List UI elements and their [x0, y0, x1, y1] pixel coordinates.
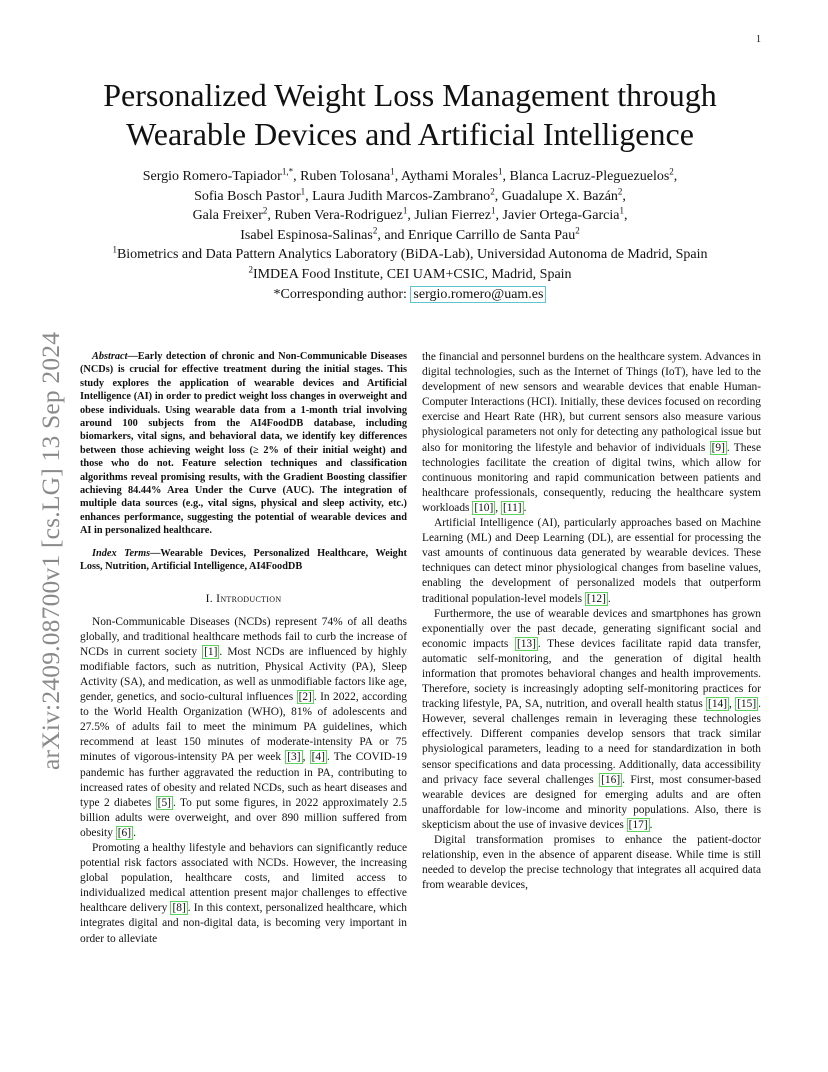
text-run: Non-Communicable Diseases (NCDs) represent 74% of all deaths globally, and traditional healthcare methods fail to curb the increase of NCDs in current society — [80, 615, 407, 658]
author-sup: 2 — [669, 166, 674, 177]
citation-link[interactable]: [6] — [117, 826, 132, 839]
paragraph — [422, 833, 761, 893]
text-run: , — [302, 751, 310, 764]
author-sup: 2 — [262, 205, 268, 216]
citation-link[interactable]: [17] — [628, 818, 648, 831]
author-name: , Julian Fierrez — [407, 208, 491, 224]
author-line-4 — [60, 226, 760, 246]
text-run: . Most NCDs are influenced by highly modifiable factors, such as nutrition, Physical Activity (PA), Sleep Activity (SA), and medication, as well as unmodifiable factors like age, gender, genetics, and socio-cultural influences — [80, 645, 407, 704]
paragraph — [80, 841, 407, 947]
text-run: Digital transformation promises to enhance the patient-doctor relationship, even in the absence of apparent disease. While time is still needed to develop the precise technology that integrates all acquired data from wearable devices, — [422, 834, 761, 892]
author-sup: 2 — [372, 225, 378, 236]
text-run: . In 2022, according to the World Health Organization (WHO), 81% of adolescents and 27.5% of adults fail to meet the minimum PA guidelines, which recommend at least 150 minutes of moderate-intensity PA or 75 minutes of vigorous-intensity PA per week — [80, 691, 408, 764]
affiliation-sup: 2 — [248, 264, 253, 275]
text-run: . The COVID-19 pandemic has further aggravated the reduction in PA, contributing to increased rates of obesity and related NCDs, such as heart diseases and type 2 diabetes — [80, 751, 407, 809]
author-sup: 1 — [390, 166, 395, 177]
arxiv-id: arXiv:2409.08700v1 [cs.LG] 13 Sep 2024 — [36, 331, 65, 770]
text-run: , — [495, 501, 501, 514]
citation-link[interactable]: [14] — [708, 698, 728, 711]
affiliation-1 — [60, 245, 760, 265]
right-column — [422, 350, 761, 893]
citation-link[interactable]: [4] — [311, 751, 325, 764]
abstract — [80, 350, 407, 538]
title-line-1: Personalized Weight Loss Management through — [103, 77, 717, 113]
text-run: . — [607, 592, 611, 605]
index-terms — [80, 547, 407, 574]
text-run: Promoting a healthy lifestyle and behaviors can significantly reduce potential risk factors associated with NCDs. However, the increasing global population, healthcare costs, and limited access to individualized medical attention present major challenges to effective healthcare delivery — [80, 842, 407, 915]
paragraph — [422, 607, 761, 833]
author-sup: 1,* — [281, 166, 294, 177]
author-block — [60, 167, 760, 304]
author-sup: 1 — [402, 205, 408, 216]
citation-link[interactable]: [15] — [737, 698, 757, 711]
page-number: 1 — [756, 34, 761, 45]
section-title: Introduction — [216, 591, 282, 605]
abstract-label: Abstract — [92, 351, 128, 362]
text-run: . To put some figures, in 2022 approximately 2.5 billion adults were overweight, and over 890 million suffered from obesity — [80, 796, 407, 839]
affiliation-2 — [60, 265, 760, 285]
author-name: , and Enrique Carrillo de Santa Pau — [377, 227, 576, 243]
text-run: , — [729, 698, 736, 711]
corresponding-label: *Corresponding author: — [273, 286, 411, 302]
author-name: Gala Freixer — [192, 208, 263, 224]
author-name: Isabel Espinosa-Salinas — [240, 227, 373, 243]
author-sup: 2 — [490, 185, 495, 196]
author-name: , Laura Judith Marcos-Zambrano — [305, 188, 491, 204]
paragraph — [80, 615, 407, 841]
author-name: , Blanca Lacruz-Pleguezuelos — [502, 169, 670, 184]
abstract-text: —Early detection of chronic and Non-Communicable Diseases (NCDs) is crucial for effective treatment during the initial stages. This study explores the application of wearable devices and Artificial Intelligence (AI) in order to predict weight loss changes in overweight and obese individuals. Using wearable data from a 1-month trial involving around 100 subjects from the AI4FoodDB database, including biomarkers, vital signs, and behavioral data, we identify key differences between those achieving weight loss (≥ 2% of their initial weight) and those who do not. Feature selection techniques and classification algorithms reveal promising results, with the Gradient Boosting classifier achieving 84.44% Area Under the Curve (AUC). The integration of multiple data sources (e.g., vital signs, physical and sleep activity, etc.) enhances performance, suggesting the potential of wearable devices and AI in personalized healthcare. — [80, 351, 407, 537]
citation-link[interactable]: [3] — [287, 751, 301, 764]
section-heading-introduction — [80, 591, 407, 606]
affiliation-text: IMDEA Food Institute, CEI UAM+CSIC, Madrid, Spain — [252, 266, 572, 282]
author-name: , Guadalupe X. Bazán — [494, 188, 618, 204]
affiliation-text: Biometrics and Data Pattern Analytics Laboratory (BiDA-Lab), Universidad Autonoma de Madrid, Spain — [116, 247, 708, 263]
citation-link[interactable]: [9] — [711, 441, 725, 454]
email-link[interactable]: sergio.romero@uam.es — [410, 286, 546, 303]
text-run: the financial and personnel burdens on the healthcare system. Advances in digital technologies, such as the Internet of Things (IoT), have led to the development of new sensors and wearable devices that enable Human-Computer Interactions (HCI). Initially, these devices focused on recording exercise and Heart Rate (HR), but current sensors also measure various physiological parameters not only for detecting any pathological issue but also for monitoring the lifestyle and behavior of individuals — [422, 351, 761, 454]
citation-link[interactable]: [2] — [298, 691, 312, 704]
text-run: . — [523, 501, 527, 514]
title-line-2: Wearable Devices and Artificial Intelligence — [126, 116, 694, 152]
text-run: . First, most consumer-based wearable devices are designed for emerging adults and are often unaffordable for low-income and minority populations. Also, there is skepticism about the use of invasive devices — [422, 773, 761, 831]
author-name: , Ruben Tolosana — [293, 169, 391, 184]
text-run: . In this context, personalized healthcare, which integrates digital and non-digital data, is becoming very important in order to alleviate — [80, 902, 408, 945]
corresponding-author — [60, 285, 760, 305]
author-name: , Javier Ortega-Garcia — [495, 208, 620, 224]
author-sep: , — [623, 208, 628, 224]
citation-link[interactable]: [13] — [516, 637, 536, 650]
paragraph — [422, 350, 761, 516]
arxiv-watermark — [36, 300, 65, 770]
author-sep: , — [622, 188, 626, 204]
text-run: Furthermore, the use of wearable devices and smartphones has grown exponentially over the past decade, generating significant social and economic impacts — [422, 607, 761, 650]
citation-link[interactable]: [12] — [586, 592, 606, 605]
text-run: . — [133, 826, 136, 839]
citation-link[interactable]: [1] — [204, 645, 218, 658]
index-terms-text: —Wearable Devices, Personalized Healthcare, Weight Loss, Nutrition, Artificial Intelligence, AI4FoodDB — [80, 547, 407, 573]
text-run: . These technologies facilitate the creation of digital twins, which allow for continuous monitoring and rapid communication between patients and healthcare professionals, consequently, reducing the healthcare system workloads — [422, 441, 762, 514]
author-sup: 1 — [619, 205, 624, 216]
citation-link[interactable]: [16] — [601, 773, 621, 786]
author-sup: 2 — [617, 185, 623, 196]
author-name: Sergio Romero-Tapiador — [142, 169, 282, 184]
text-run: . These devices facilitate rapid data transfer, automatic self-monitoring, and the generation of digital health information that promotes behavioral changes and health improvements. Therefore, society is increasingly adopting self-monitoring practices for tracking lifestyle, PA, SA, nutrition, and overall health status — [422, 637, 761, 711]
citation-link[interactable]: [5] — [157, 796, 171, 809]
author-sep: , — [673, 169, 678, 184]
author-line-2 — [60, 187, 760, 207]
author-line-3 — [60, 206, 760, 226]
left-column — [80, 350, 407, 947]
author-name: , Ruben Vera-Rodriguez — [267, 208, 403, 224]
author-line-1 — [60, 167, 760, 187]
author-sup: 1 — [300, 185, 306, 196]
affiliation-sup: 1 — [112, 244, 117, 255]
author-sup: 1 — [498, 166, 503, 177]
author-sup: 2 — [575, 225, 580, 236]
index-terms-label: Index Terms — [92, 547, 151, 559]
section-number: I. — [205, 591, 217, 605]
author-name: , Aythami Morales — [394, 169, 499, 184]
citation-link[interactable]: [11] — [503, 501, 522, 514]
citation-link[interactable]: [8] — [172, 902, 186, 915]
text-run: . However, several challenges remain in leveraging these technologies effectively. Different companies develop sensors that track similar physiological parameters, leading to a need for standardization in both sensor specifications and data processing. Additionally, data accessibility and privacy face several challenges — [422, 698, 761, 786]
citation-link[interactable]: [10] — [474, 501, 494, 514]
text-run: Artificial Intelligence (AI), particularly approaches based on Machine Learning (ML) and Deep Learning (DL), are essential for processing the vast amounts of continuous data generated by wearable devices. These techniques can detect minor physiological changes from baseline values, enabling the development of personalized models that outperform traditional population-level models — [422, 517, 761, 605]
text-run: . — [649, 818, 653, 831]
paper-title — [60, 76, 760, 154]
author-sup: 1 — [490, 205, 496, 216]
author-name: Sofia Bosch Pastor — [194, 188, 301, 204]
paragraph — [422, 516, 761, 607]
